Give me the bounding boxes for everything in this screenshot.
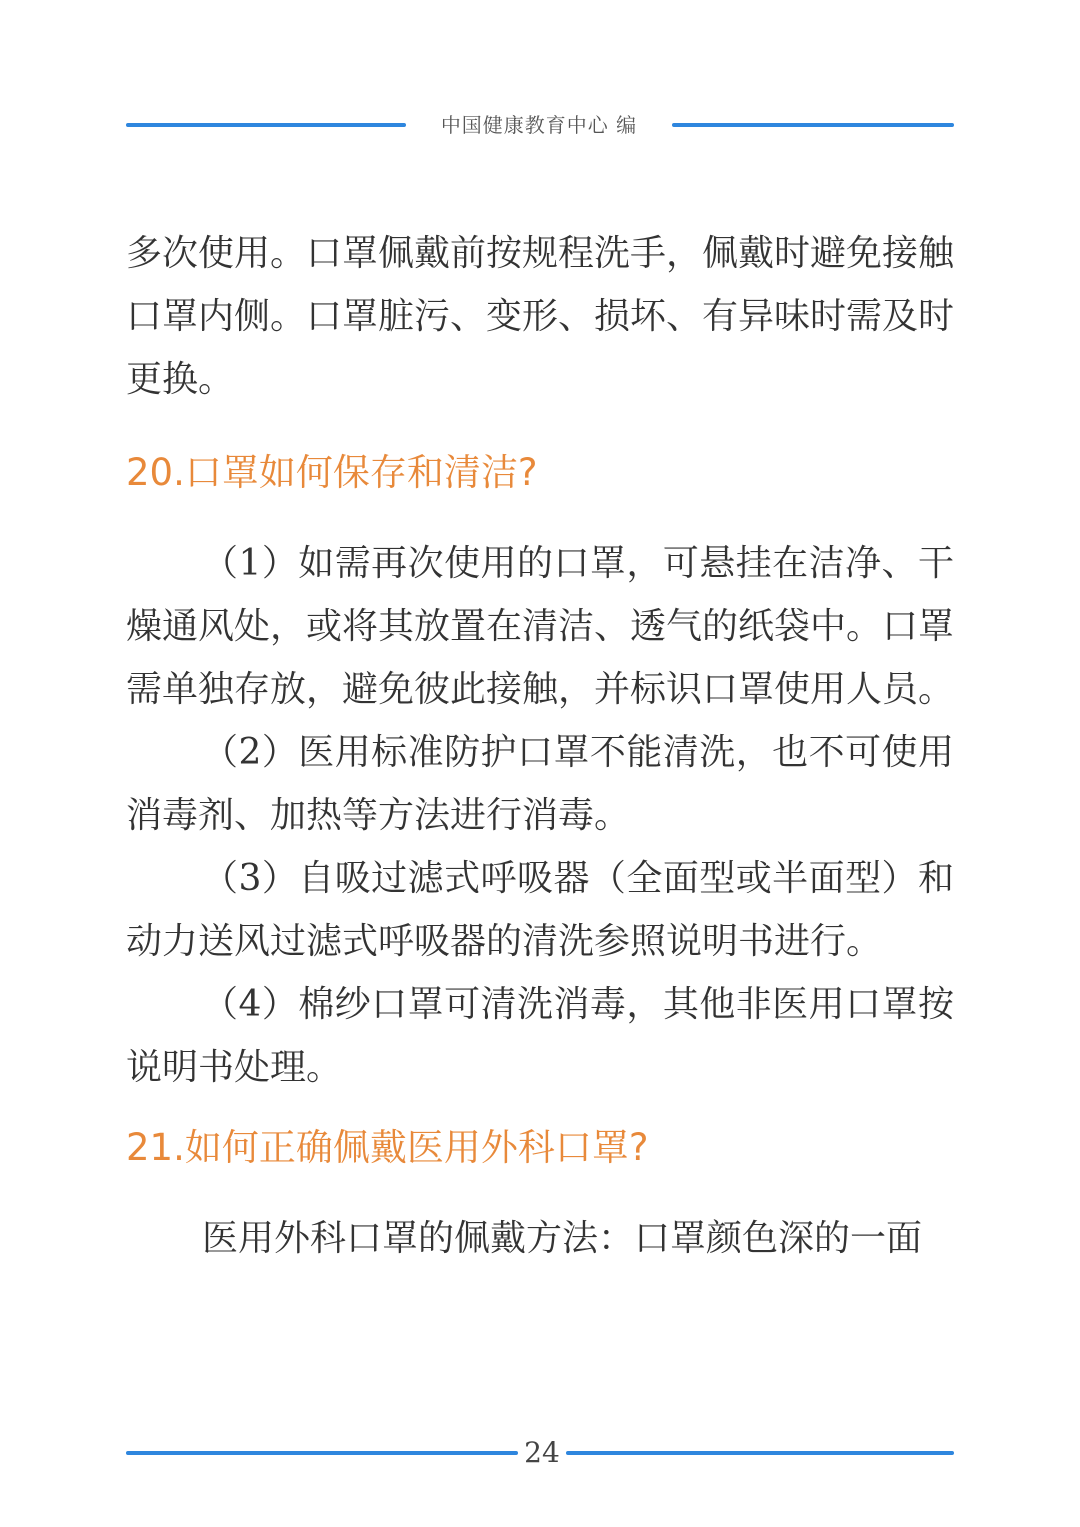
section-20-item-4: （4）棉纱口罩可清洗消毒，其他非医用口罩按说明书处理。 — [126, 984, 954, 1088]
section-21-heading: 21.如何正确佩戴医用外科口罩? — [126, 1126, 649, 1169]
section-20-heading: 20.口罩如何保存和清洁? — [126, 451, 538, 494]
intro-paragraph: 多次使用。口罩佩戴前按规程洗手，佩戴时避免接触口罩内侧。口罩脏污、变形、损坏、有异味时需及时更换。 — [126, 233, 955, 400]
page-number: 24 — [524, 1436, 560, 1469]
header-rule-right — [672, 123, 954, 127]
section-21-paragraph: 医用外科口罩的佩戴方法：口罩颜色深的一面 — [202, 1218, 923, 1259]
section-20-item-2: （2）医用标准防护口罩不能清洗，也不可使用消毒剂、加热等方法进行消毒。 — [126, 732, 954, 836]
section-20-item-1: （1）如需再次使用的口罩，可悬挂在洁净、干燥通风处，或将其放置在清洁、透气的纸袋中。口罩需单独存放，避免彼此接触，并标识口罩使用人员。 — [126, 543, 955, 710]
section-20-item-3: （3）自吸过滤式呼吸器（全面型或半面型）和动力送风过滤式呼吸器的清洗参照说明书进行。 — [126, 858, 954, 962]
header-title: 中国健康教育中心 编 — [440, 113, 638, 137]
footer-rule-left — [126, 1451, 518, 1455]
header-rule-left — [126, 123, 406, 127]
footer-rule-right — [566, 1451, 954, 1455]
page-content — [126, 222, 954, 1270]
